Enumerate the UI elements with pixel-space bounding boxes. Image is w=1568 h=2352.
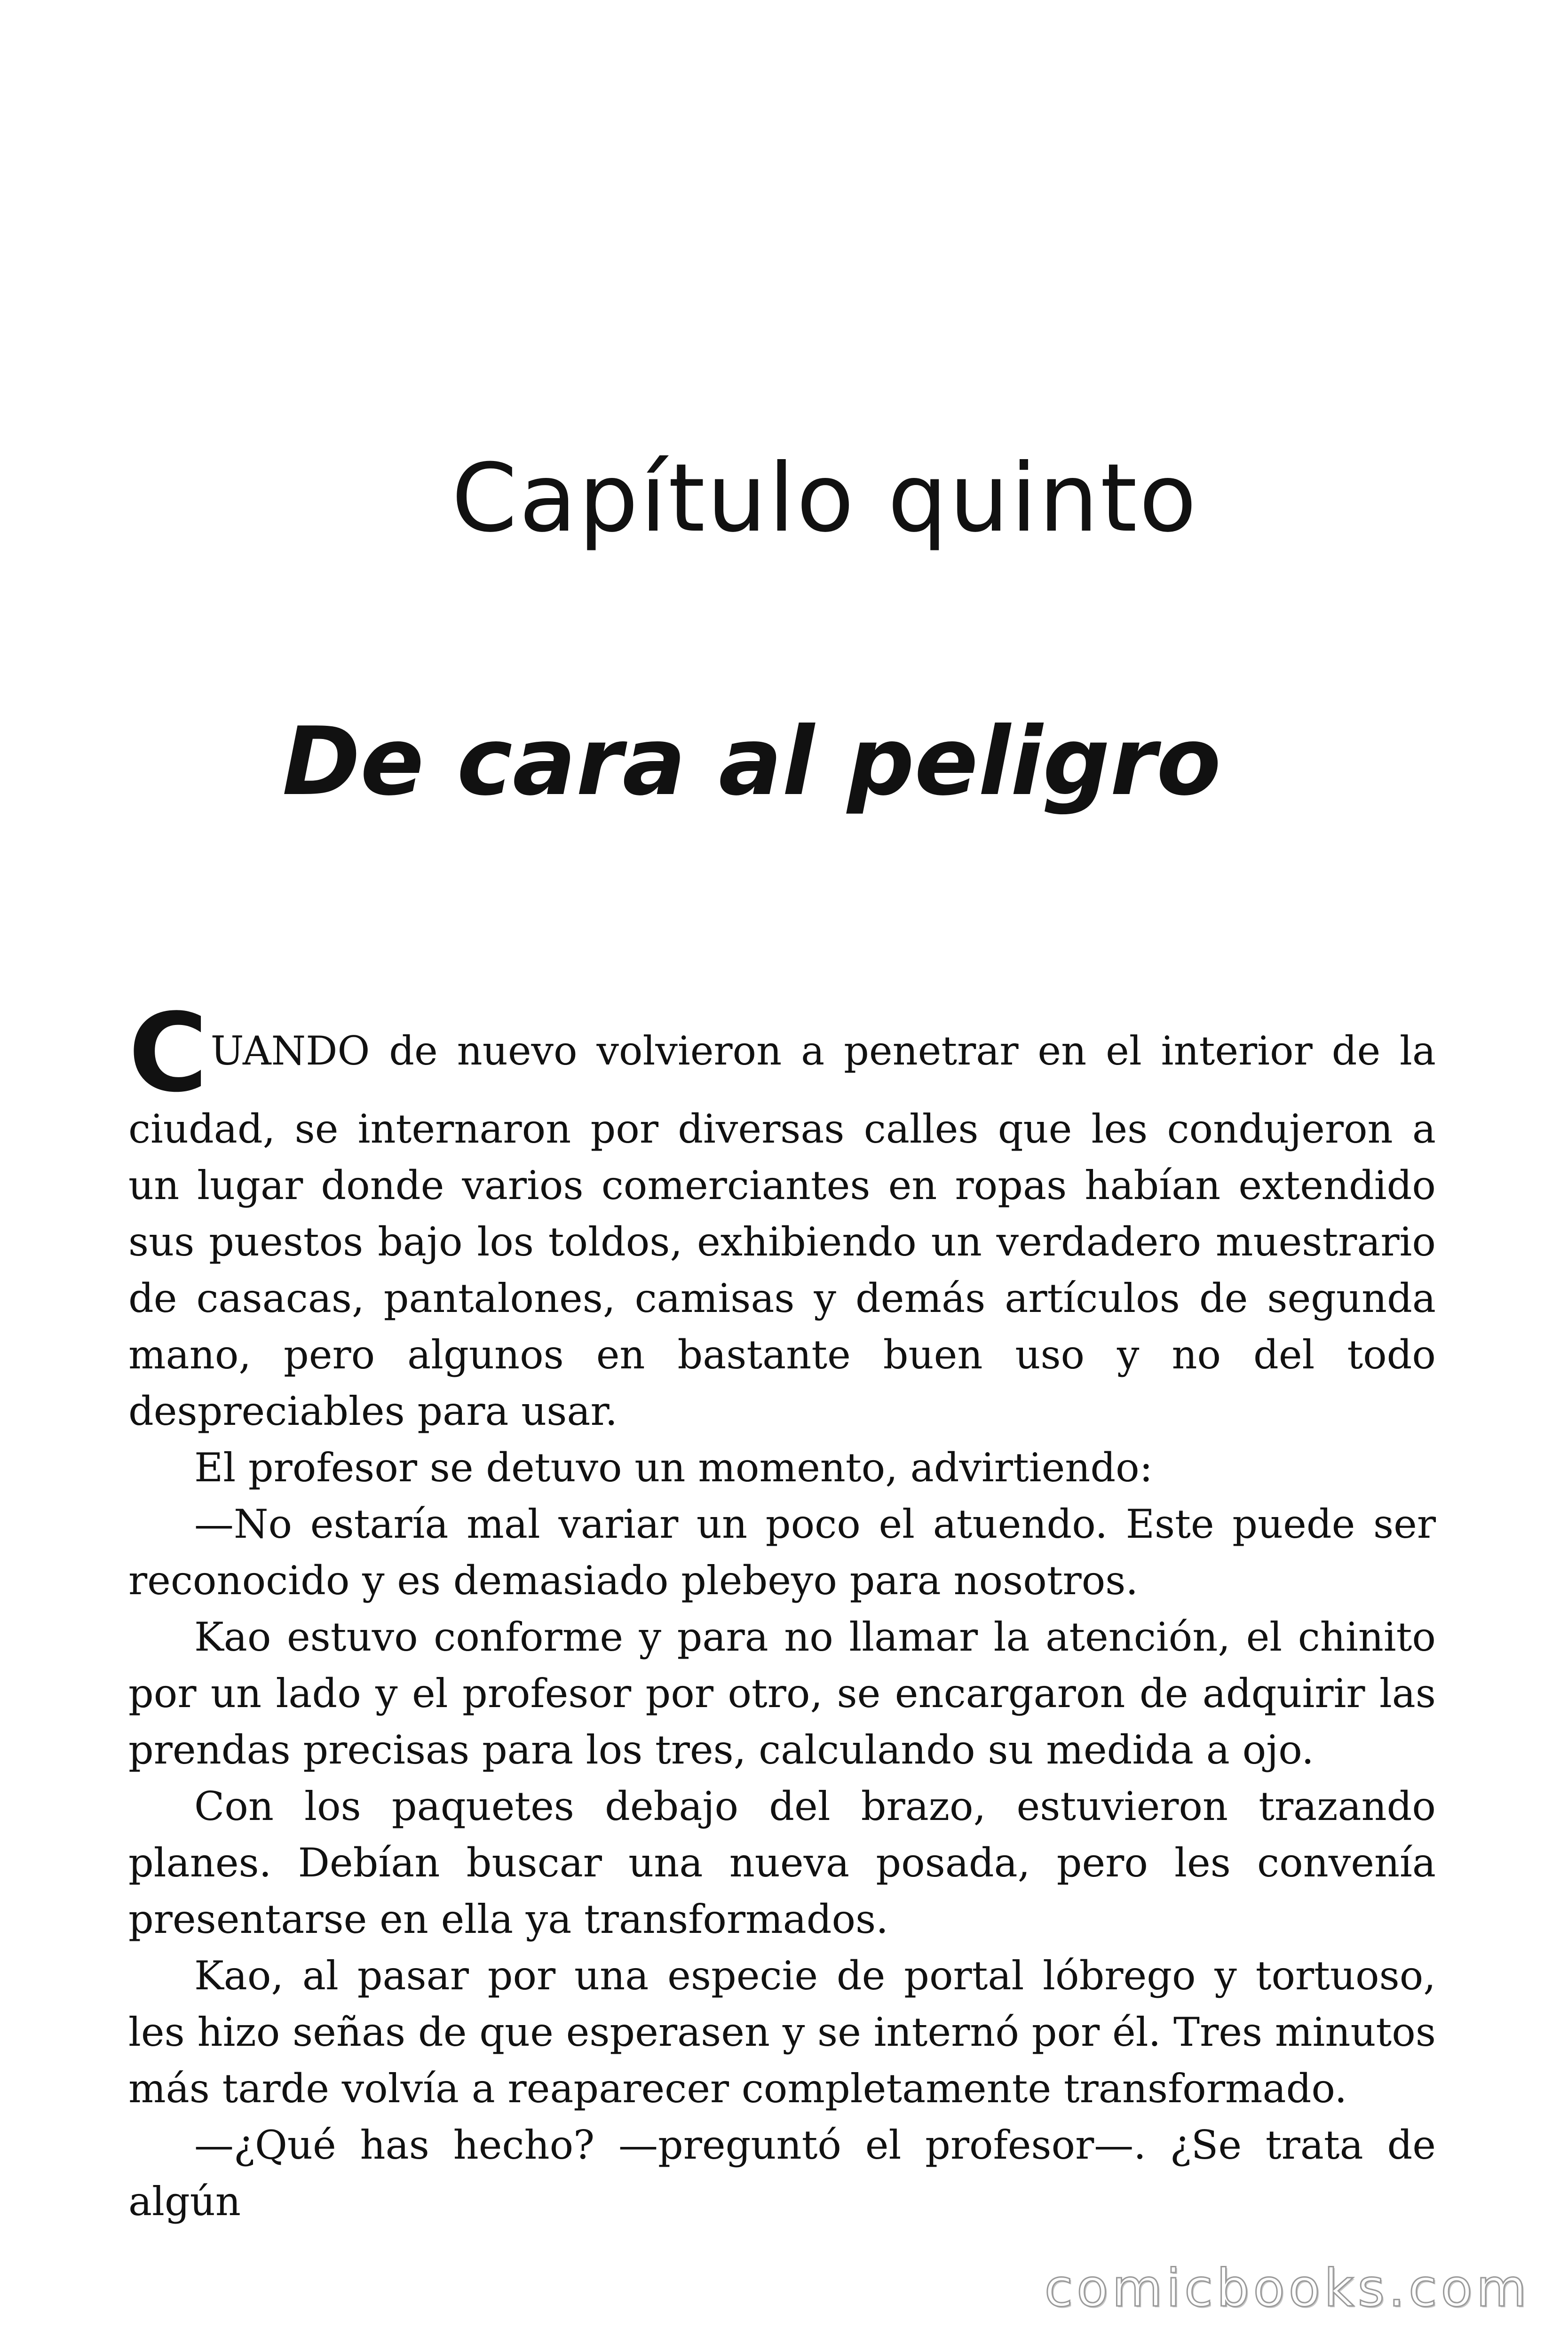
chapter-number: Capítulo quinto (451, 444, 1199, 553)
paragraph-5: Con los paquetes debajo del brazo, estuvieron trazando planes. Debían buscar una nueva posada, pero les convenía presentarse en ella ya transformados. (128, 1783, 1436, 1942)
paragraph-1: ciudad, se internaron por diversas calles que les condujeron a un lugar donde varios comerciantes en ropas habían extendido sus puestos bajo los toldos, exhibiendo un verdadero muestrario de casacas, pantalones, camisas y demás artículos de segunda mano, pero algunos en bastante buen uso y no del todo despreciables para usar. (128, 1106, 1436, 1434)
chapter-title: De cara al peligro (282, 707, 1221, 817)
paragraph-3: —No estaría mal variar un poco el atuendo. Este puede ser reconocido y es demasiado plebeyo para nosotros. (128, 1501, 1436, 1604)
paragraph-4: Kao estuvo conforme y para no llamar la atención, el chinito por un lado y el profesor por otro, se encargaron de adquirir las prendas precisas para los tres, calculando su medida a ojo. (128, 1614, 1436, 1773)
opening-line (128, 991, 1436, 1116)
drop-cap: C (128, 991, 208, 1116)
paragraph-6: Kao, al pasar por una especie de portal lóbrego y tortuoso, les hizo señas de que esperasen y se internó por él. Tres minutos más tarde volvía a reaparecer completamente transformado. (128, 1953, 1436, 2112)
site-watermark: comicbooks.com (1044, 2258, 1530, 2318)
body-text (128, 991, 1436, 2230)
opening-line-text: UANDO de nuevo volvieron a penetrar en el interior de la (210, 1028, 1436, 1074)
paragraph-7: —¿Qué has hecho? —preguntó el profesor—. ¿Se trata de algún (128, 2122, 1436, 2225)
paragraph-2: El profesor se detuvo un momento, advirtiendo: (194, 1445, 1153, 1491)
